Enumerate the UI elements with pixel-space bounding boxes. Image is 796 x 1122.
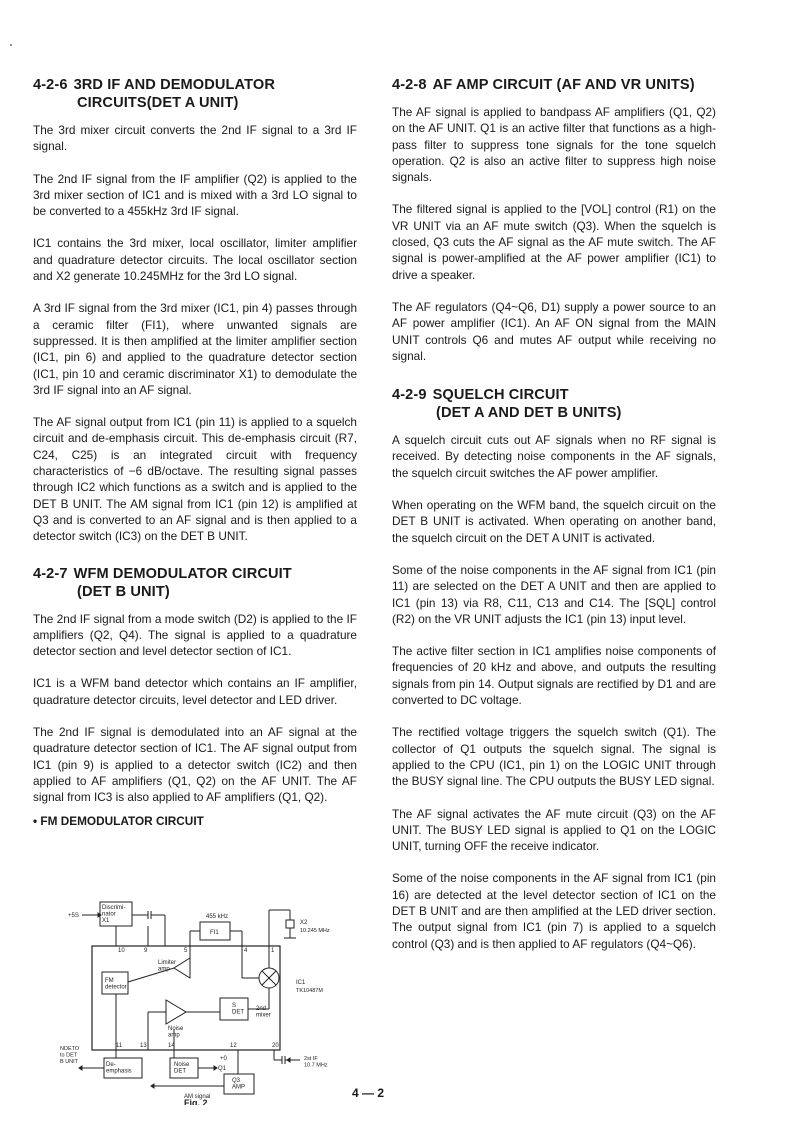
paragraph: IC1 contains the 3rd mixer, local oscillator, limiter amplifier and quadrature detector circuits. The local oscillator section and X2 generate 10.245MHz for the 3rd LO signal. xyxy=(33,236,357,284)
pin-label: 1 xyxy=(271,948,275,954)
paragraph: When operating on the WFM band, the squelch circuit on the DET B UNIT is activated. When operating on another band, the squelch circuit on the DET A UNIT is activated. xyxy=(392,498,716,545)
section-heading-4-2-9: 4-2-9 SQUELCH CIRCUIT (DET A AND DET B UNITS) xyxy=(392,387,622,422)
paragraph: The AF signal activates the AF mute circuit (Q3) on the AF UNIT. The BUSY LED signal is applied to Q1 on the LOGIC UNIT, turning OFF the receive indicator. xyxy=(392,806,716,854)
if2-label: 2st IF 10.7 MHz xyxy=(304,1056,328,1069)
pin-label: 12 xyxy=(230,1043,237,1049)
q1-label: Q1 xyxy=(218,1066,227,1072)
fm-demodulator-diagram xyxy=(60,900,340,1105)
paragraph: The AF signal is applied to bandpass AF amplifiers (Q1, Q2) on the AF UNIT. Q1 is an active filter that functions as a high-pass filter to suppress tone signals for the tone squelch operation. Q2 is also an active filter to suppress high noise signals. xyxy=(392,105,716,185)
figure-label: Fig. 2 xyxy=(184,1098,208,1105)
paragraph: The active filter section in IC1 amplifies noise components of frequencies of 20 kHz and above, and outputs the resulting signals from pin 14. Output signals are rectified by D1 and are converted to DC voltage. xyxy=(392,644,716,708)
fi1-label: FI1 xyxy=(210,930,219,936)
pin-label: 5 xyxy=(184,948,188,954)
paragraph: A squelch circuit cuts out AF signals when no RF signal is received. By detecting noise components in the AF signals, the squelch circuit switches the AF power amplifier. xyxy=(392,433,716,480)
paragraph: The filtered signal is applied to the [VOL] control (R1) on the VR UNIT via an AF mute switch (Q3). When the squelch is closed, Q3 cuts the AF signal as the AF mute switch. The AF signal is power-amplified at the AF power amplifier (IC1) to drive a speaker. xyxy=(392,202,716,282)
pin-label: 11 xyxy=(116,1043,123,1049)
scan-speck xyxy=(10,44,12,46)
section-heading-4-2-7: 4-2-7 WFM DEMODULATOR CIRCUIT (DET B UNIT) xyxy=(33,565,292,600)
x2-label: X2 xyxy=(300,920,308,926)
noise-amp-label: Noise amp xyxy=(168,1026,184,1039)
plus0-label: +0 xyxy=(220,1056,227,1062)
q3-label: Q3 AMP xyxy=(232,1078,246,1091)
paragraph: The AF regulators (Q4~Q6, D1) supply a power source to an AF power amplifier (IC1). An AF ON signal from the MAIN UNIT controls Q6 and mutes AF output while receiving no signal. xyxy=(392,299,716,363)
ic1-part-label: TK10487M xyxy=(296,988,323,994)
noise-det-label: Noise DET xyxy=(174,1062,190,1075)
paragraph: The 2nd IF signal is demodulated into an AF signal at the quadrature detector section of IC1. The AF signal output from IC1 (pin 9) is applied to a detector switch (IC2) and then applied to AF amplifiers (Q1, Q2) on the AF UNIT. The AF signal from IC3 is also applied to AF amplifiers (Q1, Q2). xyxy=(33,725,357,805)
paragraph: Some of the noise components in the AF signal from IC1 (pin 11) are selected on the DET A UNIT and then are applied to IC1 (pin 13) via R8, C11, C13 and C14. The [SQL] control (R2) on the VR UNIT adjusts the IC1 (pin 13) input level. xyxy=(392,562,716,626)
pin-label: 10 xyxy=(118,948,125,954)
s-det-label: S DET xyxy=(232,1003,244,1016)
discriminator-label: Discrimi-nator X1 xyxy=(102,905,126,924)
x2-freq-label: 10.245 MHz xyxy=(300,928,330,934)
paragraph: A 3rd IF signal from the 3rd mixer (IC1, pin 4) passes through a ceramic filter (FI1), where unwanted signals are suppressed. It is then amplified at the limiter amplifier section (IC1, pin 6) and applied to the quadrature detector section (IC1, pin 10 and ceramic discriminator X1) to demodulate the 3rd IF signal into an AF signal. xyxy=(33,301,357,397)
plus5s-label: +5S xyxy=(68,913,79,919)
section-heading-4-2-6: 4-2-6 3RD IF AND DEMODULATOR CIRCUITS(DET A UNIT) xyxy=(33,77,275,111)
paragraph: Some of the noise components in the AF signal from IC1 (pin 16) are detected at the level detector section of IC1 on the DET B UNIT and are then amplified at the LED driver section. The output signal from IC1 (pin 7) is applied to a squelch control (Q3) and is then applied to AF regulators (Q4~Q6). xyxy=(392,871,716,951)
freq-455-label: 455 kHz xyxy=(206,914,229,920)
page-number: 4 — 2 xyxy=(352,1086,385,1100)
paragraph: The AF signal output from IC1 (pin 11) is applied to a squelch circuit and de-emphasis circuit. This de-emphasis circuit (R7, C24, C25) is an integrated circuit with frequency characteristics of −6 dB/octave. The resulting signal passes through IC2 which functions as a switch and is applied to the DET B UNIT. The AM signal from IC1 (pin 12) is amplified at Q3 and is converted to an AF signal and is then applied to a detector switch (IC3) on the DET B UNIT. xyxy=(33,415,357,544)
pin-label: 20 xyxy=(272,1043,279,1049)
pin-label: 13 xyxy=(140,1043,147,1049)
pin-label: 4 xyxy=(244,948,248,954)
de-emphasis-label: De-emphasis xyxy=(106,1062,132,1075)
ic1-label: IC1 xyxy=(296,980,306,986)
paragraph: The 2nd IF signal from the IF amplifier (Q2) is applied to the 3rd mixer section of IC1 and is mixed with a 3rd LO signal to be converted to a 455kHz 3rd IF signal. xyxy=(33,171,357,219)
ndeto-label: NDETO to DET B UNIT xyxy=(60,1046,80,1065)
section-heading-4-2-8: 4-2-8 AF AMP CIRCUIT (AF AND VR UNITS) xyxy=(392,77,695,93)
paragraph: The rectified voltage triggers the squelch switch (Q1). The collector of Q1 outputs the squelch signal. The signal is applied to the CPU (IC1, pin 1) on the LOGIC UNIT through the BUSY signal line. The CPU outputs the BUSY LED signal. xyxy=(392,725,716,789)
paragraph: IC1 is a WFM band detector which contains an IF amplifier, quadrature detector circuits, level detector and LED driver. xyxy=(33,676,357,707)
paragraph: The 3rd mixer circuit converts the 2nd IF signal to a 3rd IF signal. xyxy=(33,123,357,154)
pin-label: 9 xyxy=(144,948,148,954)
am-signal-label: AM signal xyxy=(184,1094,211,1100)
right-column xyxy=(392,76,716,968)
pin-label: 14 xyxy=(168,1043,175,1049)
fm-detector-label: FM detector xyxy=(105,978,127,991)
paragraph: The 2nd IF signal from a mode switch (D2) is applied to the IF amplifiers (Q2, Q4). The signal is applied to a quadrature detector section and level detector section of IC1. xyxy=(33,611,357,659)
left-column xyxy=(33,76,357,832)
mixer-label: 2nd mixer xyxy=(256,1006,271,1019)
ic1-block xyxy=(92,946,280,1050)
limiter-label: Limiter amp xyxy=(158,960,177,973)
figure-heading: • FM DEMODULATOR CIRCUIT xyxy=(33,813,204,828)
